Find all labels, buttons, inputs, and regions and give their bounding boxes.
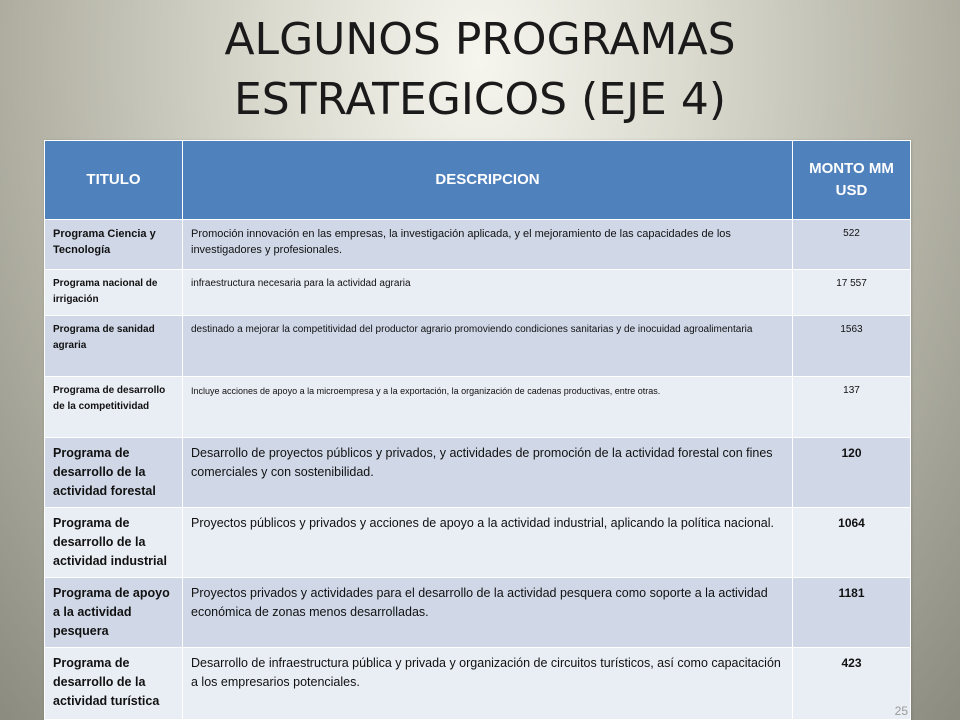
row-monto: 1563: [793, 316, 911, 377]
row-monto: 423: [793, 648, 911, 720]
table-header-row: [45, 141, 911, 220]
row-titulo: Programa de apoyo a la actividad pesquera: [45, 578, 183, 648]
row-titulo: Programa de desarrollo de la actividad turística: [45, 648, 183, 720]
slide-title-line-1: ALGUNOS PROGRAMAS: [224, 14, 736, 65]
row-monto: 120: [793, 438, 911, 508]
table-row: [45, 438, 911, 508]
table-row: [45, 578, 911, 648]
programs-table: [44, 140, 911, 720]
slide-title: [0, 10, 960, 130]
row-descripcion: Desarrollo de proyectos públicos y privados, y actividades de promoción de la actividad forestal con fines comerciales y con sostenibilidad.: [183, 438, 793, 508]
row-titulo: Programa de desarrollo de la competitividad: [45, 377, 183, 438]
table-row: [45, 377, 911, 438]
header-titulo: TITULO: [45, 141, 183, 220]
table-row: [45, 220, 911, 270]
row-monto: 1064: [793, 508, 911, 578]
table-row: [45, 270, 911, 316]
row-descripcion: infraestructura necesaria para la actividad agraria: [183, 270, 793, 316]
table-row: [45, 648, 911, 720]
row-monto: 17 557: [793, 270, 911, 316]
row-titulo: Programa Ciencia y Tecnología: [45, 220, 183, 270]
slide-title-line-2: ESTRATEGICOS (EJE 4): [234, 74, 726, 125]
row-titulo: Programa de desarrollo de la actividad forestal: [45, 438, 183, 508]
row-monto: 522: [793, 220, 911, 270]
row-descripcion: destinado a mejorar la competitividad del productor agrario promoviendo condiciones sanitarias y de inocuidad agroalimentaria: [183, 316, 793, 377]
header-descripcion: DESCRIPCION: [183, 141, 793, 220]
row-titulo: Programa nacional de irrigación: [45, 270, 183, 316]
row-descripcion: Proyectos privados y actividades para el desarrollo de la actividad pesquera como soporte a la actividad económica de zonas menos desarrolladas.: [183, 578, 793, 648]
row-monto: 1181: [793, 578, 911, 648]
header-monto: MONTO MM USD: [793, 141, 911, 220]
row-descripcion: Desarrollo de infraestructura pública y privada y organización de circuitos turísticos, así como capacitación a los empresarios potenciales.: [183, 648, 793, 720]
row-descripcion: Proyectos públicos y privados y acciones de apoyo a la actividad industrial, aplicando la política nacional.: [183, 508, 793, 578]
page-number: 25: [894, 704, 908, 718]
row-descripcion: Incluye acciones de apoyo a la microempresa y a la exportación, la organización de cadenas productivas, entre otras.: [183, 377, 793, 438]
row-titulo: Programa de desarrollo de la actividad industrial: [45, 508, 183, 578]
row-monto: 137: [793, 377, 911, 438]
table-row: [45, 316, 911, 377]
row-descripcion: Promoción innovación en las empresas, la investigación aplicada, y el mejoramiento de las capacidades de los investigadores y profesionales.: [183, 220, 793, 270]
programs-table-container: [44, 140, 910, 720]
table-row: [45, 508, 911, 578]
row-titulo: Programa de sanidad agraria: [45, 316, 183, 377]
